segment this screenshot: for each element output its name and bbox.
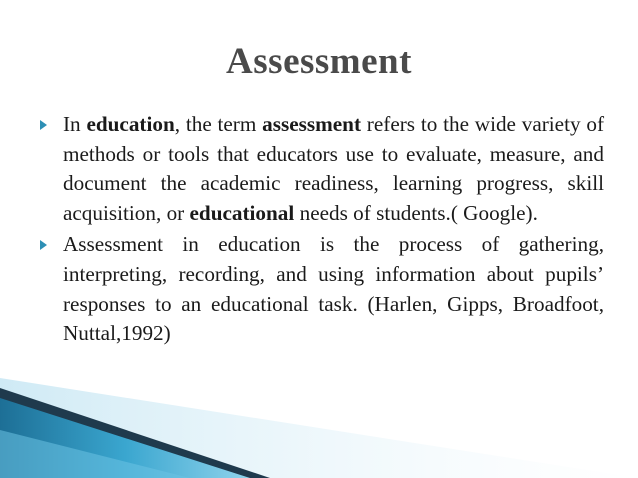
corner-swoosh-decoration [0, 368, 638, 478]
slide-title: Assessment [226, 41, 412, 82]
bullet-item [38, 110, 604, 228]
triangle-bullet-icon [40, 240, 47, 250]
triangle-bullet-icon [40, 120, 47, 130]
bullet-item [38, 230, 604, 348]
bullet-run: refers to the wide variety of methods or tools that educators use to evaluate, measure, and document the academic readiness, learning progress, skill acquisition, or [63, 112, 605, 225]
bullet-run-bold: educational [189, 200, 295, 225]
bullet-run: Assessment in education is the process of gathering, interpreting, recording, and using information about pupils’ responses to an educational task. (Harlen, Gipps, Broadfoot, Nuttal,1992) [63, 232, 604, 346]
bullet-run: , the term [174, 112, 263, 136]
bullet-list [38, 110, 604, 351]
bullet-run: needs of students.( Google). [294, 200, 538, 225]
bullet-run-bold: assessment [262, 112, 362, 136]
bullet-run-bold: education [86, 112, 175, 136]
bullet-run: In [63, 112, 87, 136]
